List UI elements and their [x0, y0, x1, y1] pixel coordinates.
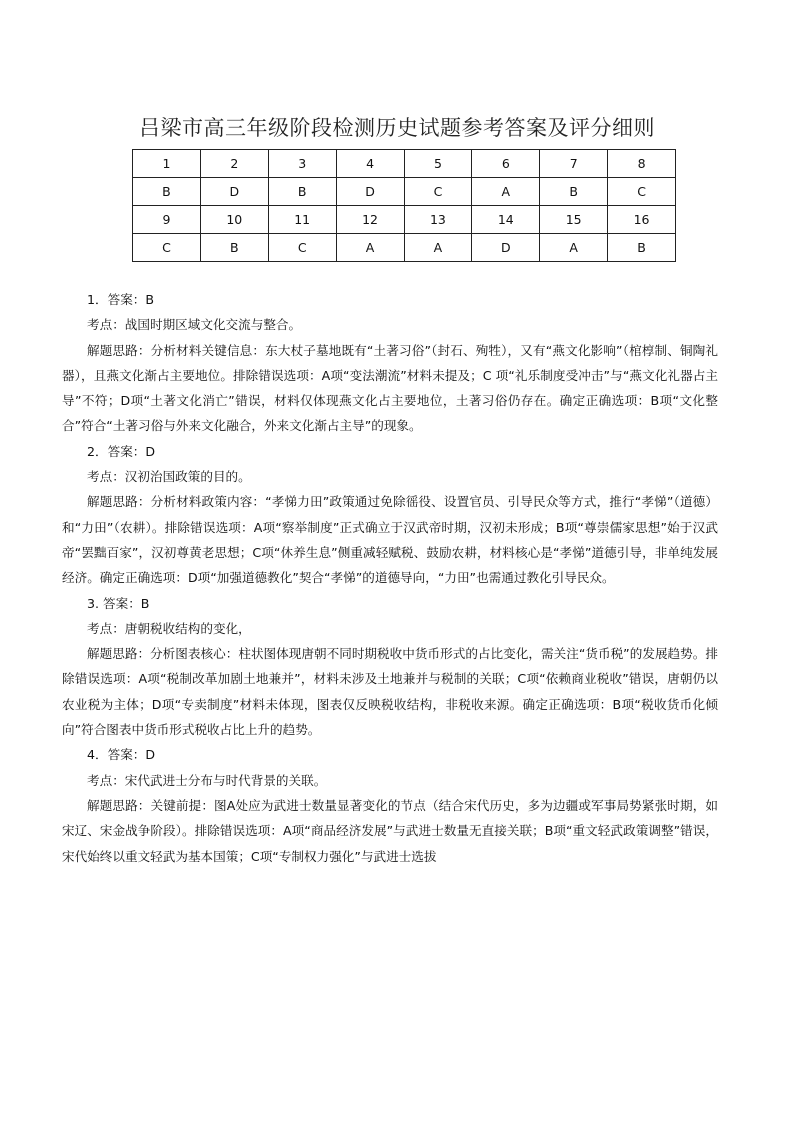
table-cell: C	[268, 234, 336, 262]
table-row	[133, 234, 676, 262]
question-1-analysis: 解题思路：分析材料关键信息：东大杖子墓地既有“土著习俗”（封石、殉牲），又有“燕文化影响”（棺椁制、铜陶礼器），且燕文化渐占主要地位。排除错误选项：A项“变法潮流”材料未提及；C 项“礼乐制度受冲击”与“燕文化礼器占主导”不符；D项“土著文化消亡”错误，材料仅体现燕文化占主要地位，土著习俗仍存在。确定正确选项：B项“文化整合”符合“土著习俗与外来文化融合，外来文化渐占主导”的现象。	[62, 342, 718, 434]
table-cell: C	[133, 234, 201, 262]
question-3-kaodian: 考点：唐朝税收结构的变化，	[87, 620, 251, 636]
question-1-answer: 1．答案：B	[87, 292, 155, 307]
table-cell: 16	[608, 206, 676, 234]
table-cell: C	[608, 178, 676, 206]
table-cell: 3	[268, 150, 336, 178]
question-4-analysis: 解题思路：关键前提：图A处应为武进士数量显著变化的节点（结合宋代历史，多为边疆或军事局势紧张时期，如宋辽、宋金战争阶段）。排除错误选项：A项“商品经济发展”与武进士数量无直接关联；B项“重文轻武政策调整”错误，宋代始终以重文轻武为基本国策；C项“专制权力强化”与武进士选拔	[62, 797, 718, 864]
table-cell: D	[336, 178, 404, 206]
table-cell: 7	[540, 150, 608, 178]
table-cell: 2	[200, 150, 268, 178]
table-cell: 15	[540, 206, 608, 234]
answer-table	[132, 149, 676, 262]
table-cell: A	[472, 178, 540, 206]
question-2-answer: 2．答案：D	[87, 443, 156, 459]
table-cell: 6	[472, 150, 540, 178]
table-cell: 13	[404, 206, 472, 234]
table-cell: B	[200, 234, 268, 262]
question-2-analysis: 解题思路：分析材料政策内容：“孝悌力田”政策通过免除徭役、设置官员、引导民众等方式，推行“孝悌”（道德）和“力田”（农耕）。排除错误选项：A项“察举制度”正式确立于汉武帝时期，汉初未形成；B项“尊崇儒家思想”始于汉武帝“罢黜百家”，汉初尊黄老思想；C项“休养生息”侧重减轻赋税、鼓励农耕，材料核心是“孝悌”道德引导，非单纯发展经济。确定正确选项：D项“加强道德教化”契合“孝悌”的道德导向，“力田”也需通过教化引导民众。	[62, 494, 718, 586]
table-cell: 1	[133, 150, 201, 178]
table-cell: A	[540, 234, 608, 262]
table-row	[133, 206, 676, 234]
table-cell: 12	[336, 206, 404, 234]
question-4-kaodian: 考点：宋代武进士分布与时代背景的关联。	[87, 772, 327, 788]
question-3-answer: 3. 答案：B	[87, 595, 150, 611]
table-cell: A	[404, 234, 472, 262]
table-cell: D	[472, 234, 540, 262]
table-cell: C	[404, 178, 472, 206]
table-row	[133, 150, 676, 178]
table-cell: 10	[200, 206, 268, 234]
table-cell: 4	[336, 150, 404, 178]
question-4-answer: 4．答案：D	[87, 747, 156, 763]
table-cell: B	[608, 234, 676, 262]
table-cell: 9	[133, 206, 201, 234]
table-cell: D	[200, 178, 268, 206]
table-cell: 5	[404, 150, 472, 178]
table-cell: A	[336, 234, 404, 262]
explanations	[62, 287, 718, 869]
table-cell: B	[133, 178, 201, 206]
table-cell: 11	[268, 206, 336, 234]
question-1-kaodian: 考点：战国时期区域文化交流与整合。	[87, 317, 302, 333]
question-2-kaodian: 考点：汉初治国政策的目的。	[87, 469, 251, 485]
table-cell: 14	[472, 206, 540, 234]
table-row	[133, 178, 676, 206]
table-cell: B	[268, 178, 336, 206]
question-3-analysis: 解题思路：分析图表核心：柱状图体现唐朝不同时期税收中货币形式的占比变化，需关注“货币税”的发展趋势。排除错误选项：A项“税制改革加剧土地兼并”，材料未涉及土地兼并与税制的关联；C项“依赖商业税收”错误，唐朝仍以农业税为主体；D项“专卖制度”材料未体现，图表仅反映税收结构，非税收来源。确定正确选项：B项“税收货币化倾向”符合图表中货币形式税收占比上升的趋势。	[62, 646, 718, 738]
table-cell: 8	[608, 150, 676, 178]
table-cell: B	[540, 178, 608, 206]
page-title: 吕梁市高三年级阶段检测历史试题参考答案及评分细则	[139, 116, 655, 140]
